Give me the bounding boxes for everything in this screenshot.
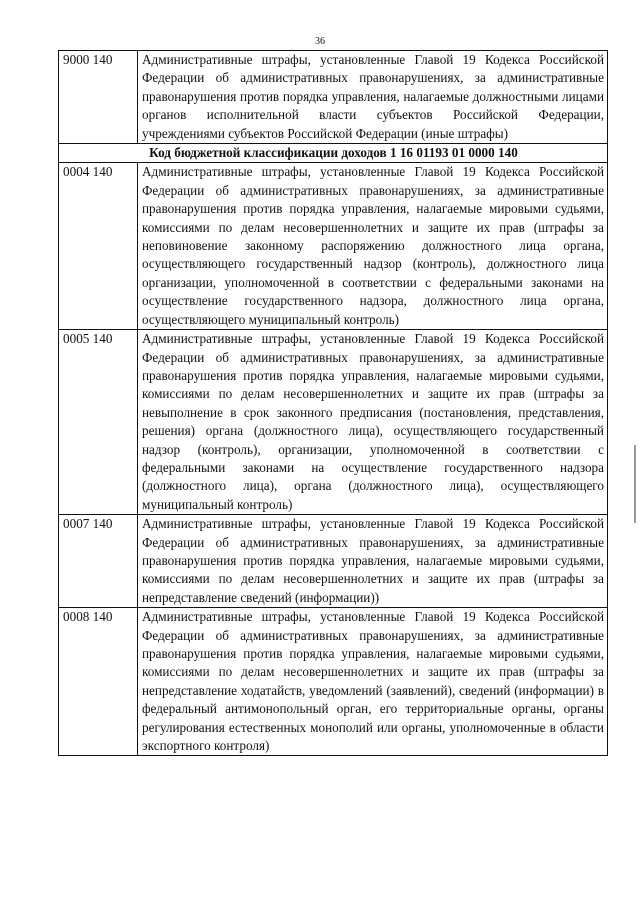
revenue-description: Административные штрафы, установленные Главой 19 Кодекса Российской Федерации об административных правонарушениях, за административные правонарушения против порядка управления, налагаемые мировыми судьями, комиссиями по делам несовершеннолетних и защите их прав (штрафы за непредставление ходатайств, уведомлений (заявлений), сведений (информации) в федеральный антимонопольный орган, его территориальные органы, органы регулирования естественных монополий или органы, уполномоченные в области экспортного контроля) bbox=[138, 608, 608, 756]
revenue-code: 0008 140 bbox=[59, 608, 138, 756]
table-row bbox=[59, 515, 608, 608]
revenue-description: Административные штрафы, установленные Главой 19 Кодекса Российской Федерации об административных правонарушениях, за административные правонарушения против порядка управления, налагаемые мировыми судьями, комиссиями по делам несовершеннолетних и защите их прав (штрафы за невыполнение в срок законного предписания (постановления, представления, решения) органа (должностного лица), осуществляющего государственный надзор (контроль), организации, уполномоченной в соответствии с федеральными законами на осуществление государственного надзора (должностного лица), органа (должностного лица), осуществляющего муниципальный контроль) bbox=[138, 330, 608, 515]
revenue-code: 0005 140 bbox=[59, 330, 138, 515]
budget-classification-table bbox=[58, 50, 608, 756]
revenue-description: Административные штрафы, установленные Главой 19 Кодекса Российской Федерации об административных правонарушениях, за административные правонарушения против порядка управления, налагаемые мировыми судьями, комиссиями по делам несовершеннолетних и защите их прав (штрафы за неповиновение законному распоряжению должностного лица органа, осуществляющего государственный надзор (контроль), должностного лица организации, уполномоченной в соответствии с федеральными законами на осуществление государственного надзора, должностного лица органа, осуществляющего муниципальный контроль) bbox=[138, 163, 608, 330]
table-row bbox=[59, 330, 608, 515]
revenue-code: 0007 140 bbox=[59, 515, 138, 608]
revenue-code: 0004 140 bbox=[59, 163, 138, 330]
revenue-description: Административные штрафы, установленные Главой 19 Кодекса Российской Федерации об административных правонарушениях, за административные правонарушения против порядка управления, налагаемые мировыми судьями, комиссиями по делам несовершеннолетних и защите их прав (штрафы за непредставление сведений (информации)) bbox=[138, 515, 608, 608]
scan-edge-mark bbox=[634, 445, 636, 523]
table-row bbox=[59, 51, 608, 144]
table-row bbox=[59, 608, 608, 756]
section-heading: Код бюджетной классификации доходов 1 16 01193 01 0000 140 bbox=[59, 144, 608, 163]
revenue-description: Административные штрафы, установленные Главой 19 Кодекса Российской Федерации об административных правонарушениях, за административные правонарушения против порядка управления, налагаемые должностными лицами органов исполнительной власти субъектов Российской Федерации, учреждениями субъектов Российской Федерации (иные штрафы) bbox=[138, 51, 608, 144]
revenue-code: 9000 140 bbox=[59, 51, 138, 144]
page-number: 36 bbox=[315, 36, 325, 47]
table-row bbox=[59, 163, 608, 330]
section-heading-row bbox=[59, 144, 608, 163]
